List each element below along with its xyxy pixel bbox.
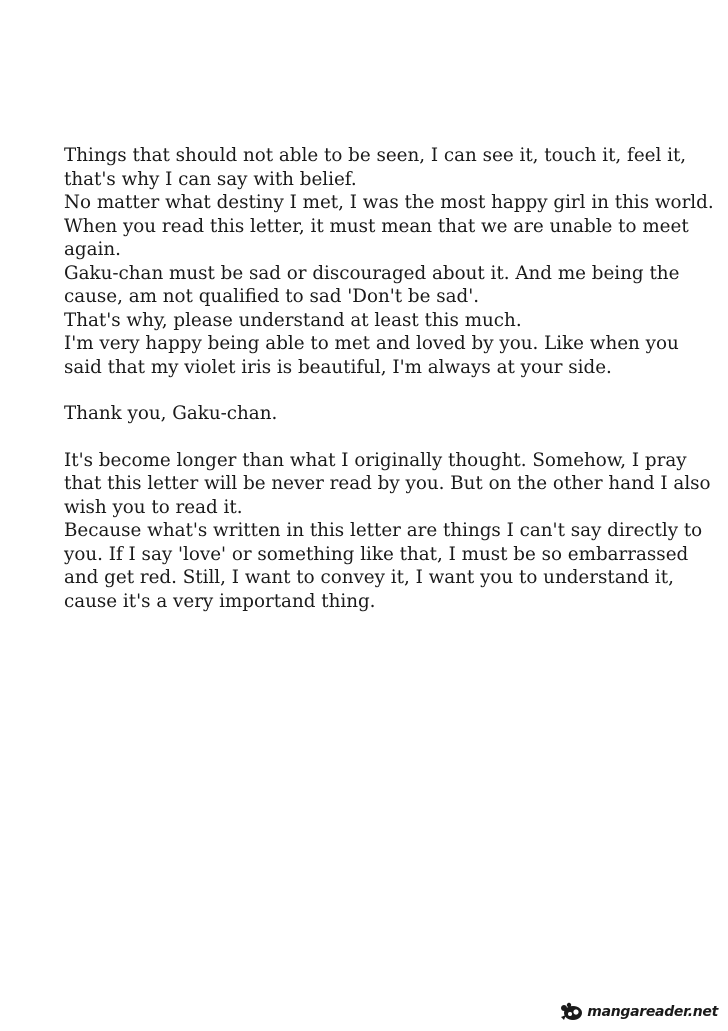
text-line: that this letter will be never read by you. But on the other hand I also [64, 473, 711, 494]
text-line: That's why, please understand at least this much. [64, 309, 522, 331]
text-line: Thank you, Gaku-chan. [64, 403, 278, 424]
letter-body [64, 144, 714, 613]
paragraph-1 [64, 144, 714, 379]
text-line: again. [64, 239, 121, 260]
text-line: cause it's a very importand thing. [64, 590, 376, 612]
paragraph-gap [64, 426, 704, 449]
text-line: Gaku-chan must be sad or discouraged about it. And me being the [64, 262, 680, 284]
watermark-text: mangareader.net [587, 1004, 718, 1020]
paragraph-2 [64, 402, 704, 426]
text-line: It's become longer than what I originally thought. Somehow, I pray [64, 449, 687, 471]
text-line: that's why I can say with belief. [64, 168, 357, 190]
text-line: I'm very happy being able to met and loved by you. Like when you [64, 333, 679, 354]
watermark [558, 1001, 718, 1023]
text-line: Things that should not able to be seen, I can see it, touch it, feel it, [64, 145, 687, 166]
text-line: Because what's written in this letter are things I can't say directly to [64, 520, 703, 541]
text-line: you. If I say 'love' or something like that, I must be so embarrassed [64, 543, 689, 565]
paragraph-3 [64, 449, 711, 614]
text-line: No matter what destiny I met, I was the most happy girl in this world. [64, 192, 714, 213]
paragraph-gap [64, 379, 704, 402]
mangareader-logo-icon [558, 1001, 584, 1023]
text-line: cause, am not qualified to sad 'Don't be sad'. [64, 286, 480, 307]
text-line: wish you to read it. [64, 496, 243, 518]
text-line: said that my violet iris is beautiful, I'm always at your side. [64, 356, 612, 378]
text-line: When you read this letter, it must mean that we are unable to meet [64, 215, 689, 237]
text-line: and get red. Still, I want to convey it, I want you to understand it, [64, 567, 674, 588]
